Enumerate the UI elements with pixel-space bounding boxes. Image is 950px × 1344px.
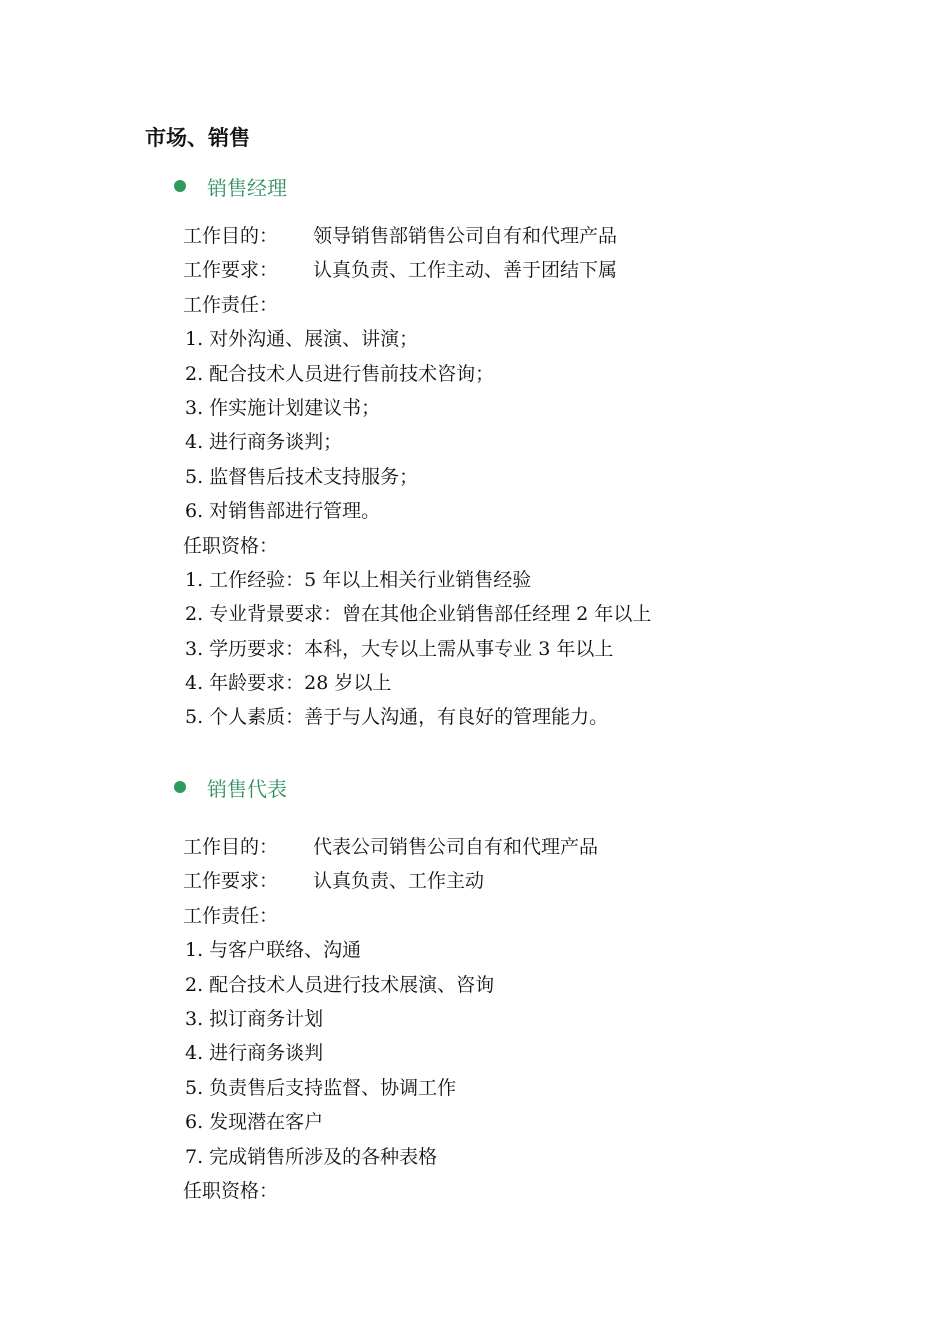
purpose-text: 代表公司销售公司自有和代理产品: [313, 836, 599, 858]
duties-label: 工作责任：: [183, 293, 279, 316]
list-item: 5. 负责售后支持监督、协调工作: [185, 1076, 457, 1099]
list-item: 1. 工作经验：5 年以上相关行业销售经验: [185, 568, 532, 591]
role-name: 销售经理: [207, 175, 287, 200]
list-item: 2. 配合技术人员进行售前技术咨询；: [185, 362, 495, 385]
purpose-label: 工作目的：: [183, 836, 279, 858]
list-item: 4. 年龄要求：28 岁以上: [185, 672, 392, 695]
purpose-line: [183, 830, 598, 864]
purpose-text: 领导销售部销售公司自有和代理产品: [313, 225, 618, 247]
list-item: 6. 对销售部进行管理。: [185, 500, 381, 523]
duties-list: [183, 322, 651, 528]
role-details-sales-manager: [183, 219, 651, 735]
duties-label: 工作责任：: [183, 904, 279, 927]
requirement-text: 认真负责、工作主动: [313, 870, 485, 893]
bullet-icon: [174, 781, 186, 793]
qualifications-label: 任职资格：: [183, 534, 279, 557]
duties-list: [183, 933, 598, 1174]
list-item: 1. 对外沟通、展演、讲演；: [185, 328, 419, 351]
list-item: 5. 个人素质：善于与人沟通，有良好的管理能力。: [185, 706, 609, 729]
section-title: 市场、销售: [145, 126, 250, 150]
list-item: 4. 进行商务谈判；: [185, 431, 343, 454]
qualifications-label: 任职资格：: [183, 1179, 279, 1202]
list-item: 1. 与客户联络、沟通: [185, 939, 362, 962]
requirement-label: 工作要求：: [183, 870, 279, 893]
requirement-label: 工作要求：: [183, 259, 279, 282]
list-item: 6. 发现潜在客户: [185, 1111, 324, 1134]
list-item: 3. 学历要求：本科，大专以上需从事专业 3 年以上: [185, 637, 614, 660]
purpose-line: [183, 219, 651, 253]
list-item: 5. 监督售后技术支持服务；: [185, 465, 419, 488]
role-details-sales-representative: [183, 830, 598, 1208]
bullet-icon: [174, 180, 186, 192]
list-item: 4. 进行商务谈判: [185, 1042, 324, 1065]
role-heading-sales-manager: [174, 171, 287, 201]
list-item: 3. 作实施计划建议书；: [185, 396, 381, 419]
requirement-line: [183, 253, 651, 287]
role-heading-sales-representative: [174, 772, 287, 802]
qualifications-list: [183, 563, 651, 735]
list-item: 3. 拟订商务计划: [185, 1007, 324, 1030]
list-item: 2. 配合技术人员进行技术展演、咨询: [185, 973, 495, 996]
list-item: 2. 专业背景要求：曾在其他企业销售部任经理 2 年以上: [185, 603, 652, 626]
role-name: 销售代表: [207, 776, 287, 801]
purpose-label: 工作目的：: [183, 225, 279, 247]
list-item: 7. 完成销售所涉及的各种表格: [185, 1145, 438, 1168]
requirement-line: [183, 864, 598, 898]
requirement-text: 认真负责、工作主动、善于团结下属: [313, 259, 618, 282]
